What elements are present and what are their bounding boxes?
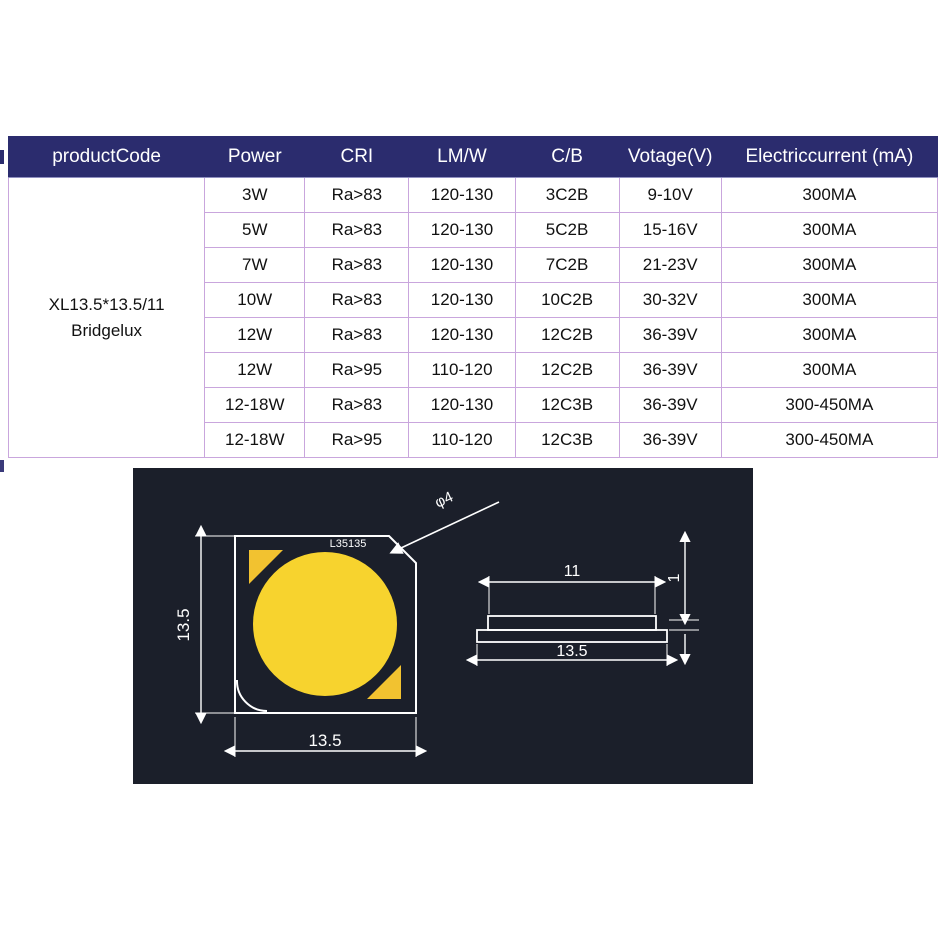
- cell-lmw: 120-130: [409, 178, 515, 213]
- cell-cri: Ra>83: [305, 318, 409, 353]
- cell-cb: 12C2B: [515, 318, 619, 353]
- column-header-lmw: LM/W: [409, 137, 515, 178]
- dimension-label-height: 13.5: [174, 608, 193, 642]
- column-header-electric-current: Electriccurrent (mA): [721, 137, 937, 178]
- cell-cri: Ra>83: [305, 283, 409, 318]
- cell-lmw: 120-130: [409, 388, 515, 423]
- side-view-substrate: [477, 630, 667, 642]
- cell-power: 3W: [205, 178, 305, 213]
- cell-cb: 12C3B: [515, 423, 619, 458]
- cell-lmw: 110-120: [409, 423, 515, 458]
- cell-cri: Ra>83: [305, 213, 409, 248]
- cell-current: 300MA: [721, 248, 937, 283]
- specification-table-container: [8, 136, 938, 458]
- cell-cb: 12C3B: [515, 388, 619, 423]
- dimension-label-side-top-width: 11: [563, 563, 581, 580]
- hole-leader-line: [401, 502, 499, 548]
- cell-current: 300MA: [721, 283, 937, 318]
- column-header-voltage: Votage(V): [619, 137, 721, 178]
- cell-voltage: 15-16V: [619, 213, 721, 248]
- cell-voltage: 36-39V: [619, 423, 721, 458]
- led-emitting-surface: [253, 552, 397, 696]
- cell-lmw: 120-130: [409, 283, 515, 318]
- hole-diameter-label: φ4: [432, 488, 456, 512]
- specification-table: [8, 136, 938, 458]
- cell-lmw: 110-120: [409, 353, 515, 388]
- dimension-label-thickness: 1: [666, 573, 683, 583]
- cell-current: 300-450MA: [721, 388, 937, 423]
- cell-voltage: 36-39V: [619, 318, 721, 353]
- left-edge-marker-bottom: [0, 460, 4, 472]
- cell-voltage: 30-32V: [619, 283, 721, 318]
- side-view-emitter-layer: [488, 616, 656, 630]
- left-edge-marker-top: [0, 150, 4, 164]
- cell-cb: 3C2B: [515, 178, 619, 213]
- cell-cb: 12C2B: [515, 353, 619, 388]
- column-header-cb: C/B: [515, 137, 619, 178]
- product-code-line-1: XL13.5*13.5/11: [48, 295, 165, 314]
- cell-cri: Ra>83: [305, 388, 409, 423]
- technical-drawing-svg: [133, 468, 753, 784]
- cell-power: 12-18W: [205, 423, 305, 458]
- cell-current: 300-450MA: [721, 423, 937, 458]
- cell-cb: 5C2B: [515, 213, 619, 248]
- cell-lmw: 120-130: [409, 213, 515, 248]
- dimension-label-width: 13.5: [308, 731, 342, 750]
- cell-power: 12-18W: [205, 388, 305, 423]
- column-header-product-code: productCode: [9, 137, 205, 178]
- part-marking-label: L35135: [329, 538, 367, 550]
- cell-power: 7W: [205, 248, 305, 283]
- cell-cb: 10C2B: [515, 283, 619, 318]
- side-view-group: [477, 542, 699, 666]
- column-header-power: Power: [205, 137, 305, 178]
- dimension-label-side-bottom-width: 13.5: [556, 643, 588, 660]
- product-code-cell: [9, 178, 205, 458]
- table-header-row: [9, 137, 938, 178]
- top-view-group: [174, 488, 499, 757]
- table-row: [9, 178, 938, 213]
- cell-voltage: 21-23V: [619, 248, 721, 283]
- cell-power: 12W: [205, 318, 305, 353]
- cell-voltage: 36-39V: [619, 388, 721, 423]
- cell-power: 12W: [205, 353, 305, 388]
- cell-voltage: 36-39V: [619, 353, 721, 388]
- cell-current: 300MA: [721, 213, 937, 248]
- cell-cri: Ra>95: [305, 353, 409, 388]
- cell-current: 300MA: [721, 353, 937, 388]
- polarity-arc-icon: [237, 680, 267, 711]
- cell-lmw: 120-130: [409, 318, 515, 353]
- cell-power: 10W: [205, 283, 305, 318]
- column-header-cri: CRI: [305, 137, 409, 178]
- cell-voltage: 9-10V: [619, 178, 721, 213]
- cell-current: 300MA: [721, 178, 937, 213]
- cell-cri: Ra>83: [305, 178, 409, 213]
- cell-lmw: 120-130: [409, 248, 515, 283]
- cell-cri: Ra>83: [305, 248, 409, 283]
- cell-cri: Ra>95: [305, 423, 409, 458]
- product-code-line-2: Bridgelux: [71, 320, 143, 340]
- cell-current: 300MA: [721, 318, 937, 353]
- technical-drawing-panel: [133, 468, 753, 784]
- cell-power: 5W: [205, 213, 305, 248]
- cell-cb: 7C2B: [515, 248, 619, 283]
